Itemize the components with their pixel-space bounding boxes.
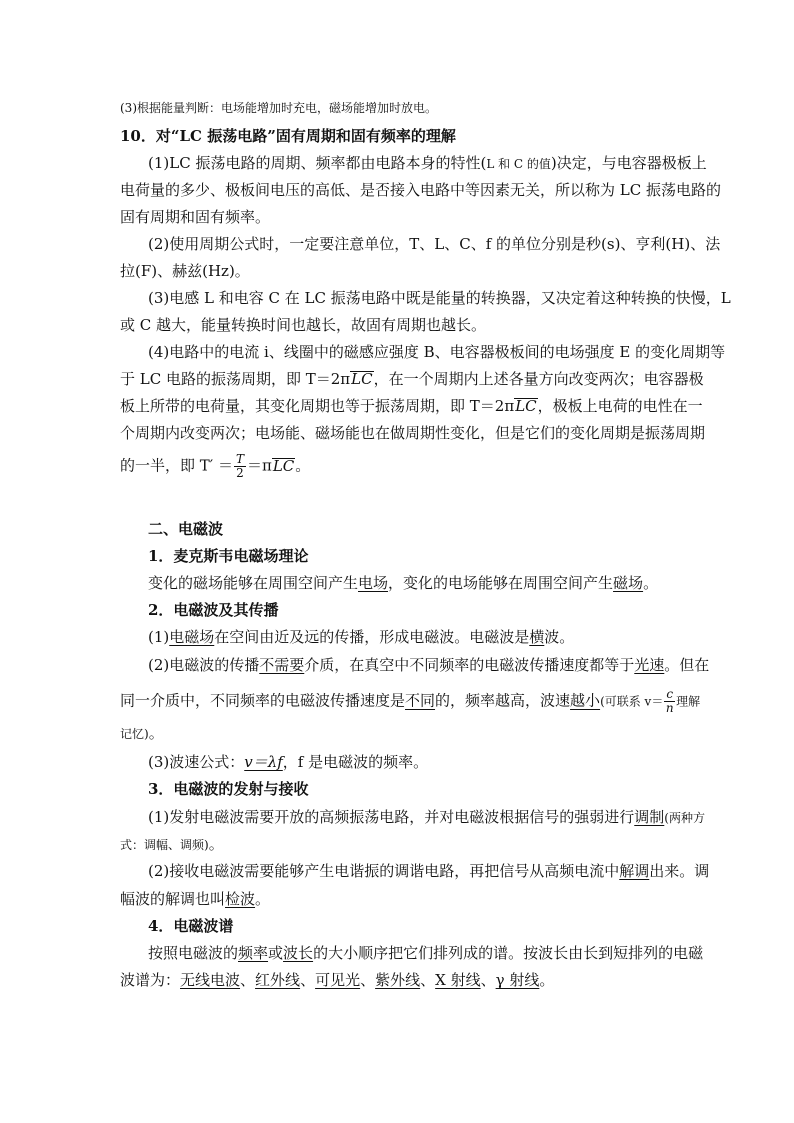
t1-pre: 变化的磁场能够在周围空间产生 <box>148 574 359 592</box>
paragraph-4-line-3 <box>120 395 703 417</box>
p4e-pre: 的一半，即 T′ ＝ <box>120 456 233 475</box>
underlined-wave-speed-formula: v＝λf <box>244 753 283 771</box>
underlined-gamma-ray: γ 射线 <box>495 971 540 989</box>
underlined-frequency: 频率 <box>238 944 269 962</box>
underlined-different: 不同 <box>405 691 436 710</box>
s1-post: 的大小顺序把它们排列成的谱。按波长由长到短排列的电磁 <box>313 944 704 962</box>
r2b-pre: 幅波的解调也叫 <box>120 890 226 908</box>
p4a: (4)电路中的电流 i、线圈中的磁感应强度 B、电容器极板间的电场强度 E 的变化周期等 <box>148 343 726 361</box>
p4d: 个周期内改变两次；电场能、磁场能也在做周期性变化，但是它们的变化周期是振荡周期 <box>120 424 706 442</box>
underlined-infrared: 红外线 <box>255 971 301 989</box>
propagation-item-2-line-3 <box>120 722 164 745</box>
t1-post: 。 <box>643 574 659 592</box>
underlined-visible-light: 可见光 <box>315 971 361 989</box>
r1b: 式：调幅、调频) <box>120 838 209 852</box>
paragraph-1-line-1 <box>148 152 707 175</box>
fraction-denominator: 2 <box>236 466 244 480</box>
p4e-post: 。 <box>295 456 311 475</box>
heading-maxwell-text: 1．麦克斯韦电磁场理论 <box>148 547 309 565</box>
underlined-transverse: 横 <box>529 628 545 646</box>
p1-note: L 和 C 的值 <box>486 157 551 171</box>
paragraph-1-line-3 <box>120 206 270 228</box>
section-2-title <box>148 518 223 540</box>
propagation-item-2-line-1 <box>148 654 709 676</box>
q1-post: 波。 <box>544 628 575 646</box>
p3b: 或 C 越大，能量转换时间也越长，故固有周期也越长。 <box>120 316 487 334</box>
propagation-item-3 <box>148 751 428 773</box>
sqrt-lc: LC <box>351 370 373 388</box>
transmission-item-1-line-1 <box>148 806 705 829</box>
paragraph-3-line-1 <box>148 287 731 309</box>
paragraph-1-line-2 <box>120 179 721 201</box>
underlined-electric-field: 电场 <box>358 574 389 592</box>
r2a-post: 出来。调 <box>649 862 710 880</box>
paragraph-4-line-4 <box>120 422 705 444</box>
underlined-demodulation: 解调 <box>619 862 650 880</box>
p1b: )决定，与电容器极板上 <box>550 154 707 172</box>
p1c: 电荷量的多少、极板间电压的高低、是否接入电路中等因素无关，所以称为 LC 振荡电路的 <box>120 181 721 199</box>
underlined-smaller: 越小 <box>570 691 601 710</box>
q1-pre: (1) <box>148 628 170 646</box>
underlined-ultraviolet: 紫外线 <box>375 971 421 989</box>
q2c-post: 。 <box>148 724 164 742</box>
sqrt-lc: LC <box>515 397 537 415</box>
separator: 、 <box>480 971 496 989</box>
separator: 、 <box>360 971 376 989</box>
s1-pre: 按照电磁波的 <box>148 944 239 962</box>
paragraph-3-line-2 <box>120 314 486 336</box>
heading-propagation-text: 2．电磁波及其传播 <box>148 601 279 619</box>
q2a-post: 。但在 <box>664 656 710 674</box>
heading-transmission <box>148 778 308 800</box>
q2a-mid: 介质，在真空中不同频率的电磁波传播速度都等于 <box>304 656 635 674</box>
q2b-note-pre: (可联系 v＝ <box>600 694 664 709</box>
r1b-post: 。 <box>208 835 224 853</box>
p1d: 固有周期和固有频率。 <box>120 208 271 226</box>
heading-spectrum-text: 4．电磁波谱 <box>148 917 234 935</box>
q3-pre: (3)波速公式： <box>148 753 245 771</box>
p1a: (1)LC 振荡电路的周期、频率都由电路本身的特性( <box>148 154 487 172</box>
fraction-c-over-n <box>664 688 675 715</box>
sqrt-lc: LC <box>272 456 295 475</box>
underlined-radio-waves: 无线电波 <box>180 971 241 989</box>
r1a-pre: (1)发射电磁波需要开放的高频振荡电路，并对电磁波根据信号的强弱进行 <box>148 808 635 826</box>
paragraph-4-line-1 <box>148 341 725 363</box>
underlined-light-speed: 光速 <box>634 656 665 674</box>
r2b-post: 。 <box>255 890 271 908</box>
propagation-item-2-line-2 <box>120 688 700 715</box>
maxwell-theory-line <box>148 572 658 594</box>
heading-spectrum <box>148 915 233 937</box>
spectrum-line-1 <box>148 942 703 964</box>
separator: 、 <box>300 971 316 989</box>
separator: 、 <box>420 971 436 989</box>
paragraph-2-line-2 <box>120 260 250 282</box>
section-10-heading-text: 10．对“LC 振荡电路”固有周期和固有频率的理解 <box>120 127 456 145</box>
paragraph-4-line-5 <box>120 453 310 480</box>
s2-post: 。 <box>539 971 555 989</box>
p4e-mid: ＝π <box>246 456 272 475</box>
spectrum-line-2 <box>120 969 554 991</box>
q2b-pre: 同一介质中，不同频率的电磁波传播速度是 <box>120 691 406 710</box>
heading-propagation <box>148 599 278 621</box>
fraction-numerator: c <box>666 687 674 701</box>
underlined-magnetic-field: 磁场 <box>613 574 644 592</box>
underlined-detection: 检波 <box>225 890 256 908</box>
transmission-item-1-line-2 <box>120 833 224 856</box>
separator: 、 <box>240 971 256 989</box>
q2c: 记忆) <box>120 727 149 741</box>
energy-judgment-text: (3)根据能量判断：电场能增加时充电，磁场能增加时放电。 <box>120 101 438 115</box>
transmission-item-2-line-2 <box>120 888 270 910</box>
s1-mid: 或 <box>268 944 284 962</box>
p4c-post: ，极板上电荷的电性在一 <box>537 397 703 415</box>
fraction-t-over-2 <box>234 453 246 480</box>
section-10-heading <box>120 125 456 147</box>
q2b-note-post: 理解 <box>676 694 701 709</box>
paragraph-4-line-2 <box>120 368 704 390</box>
r1a-note: (两种方 <box>664 811 705 825</box>
t1-mid: ，变化的电场能够在周围空间产生 <box>388 574 614 592</box>
heading-maxwell <box>148 545 308 567</box>
underlined-em-field: 电磁场 <box>169 628 215 646</box>
p4b-pre: 于 LC 电路的振荡周期，即 T＝2π <box>120 370 351 388</box>
underlined-x-ray: X 射线 <box>435 971 481 989</box>
p3a: (3)电感 L 和电容 C 在 LC 振荡电路中既是能量的转换器，又决定着这种转换的快慢，L <box>148 289 731 307</box>
q3-post: ，f 是电磁波的频率。 <box>282 753 429 771</box>
transmission-item-2-line-1 <box>148 860 709 882</box>
r2a-pre: (2)接收电磁波需要能够产生电谐振的调谐电路，再把信号从高频电流中 <box>148 862 620 880</box>
underlined-no-medium: 不需要 <box>259 656 305 674</box>
q1-mid: 在空间由近及远的传播，形成电磁波。电磁波是 <box>214 628 530 646</box>
p4b-post: ，在一个周期内上述各量方向改变两次；电容器极 <box>373 370 704 388</box>
p2a: (2)使用周期公式时，一定要注意单位，T、L、C、f 的单位分别是秒(s)、亨利(H)、法 <box>148 235 721 253</box>
s2-pre: 波谱为： <box>120 971 181 989</box>
underlined-wavelength: 波长 <box>283 944 314 962</box>
energy-judgment-line <box>120 96 437 119</box>
p2b: 拉(F)、赫兹(Hz)。 <box>120 262 250 280</box>
p4c-pre: 板上所带的电荷量，其变化周期也等于振荡周期，即 T＝2π <box>120 397 515 415</box>
fraction-numerator: T <box>235 452 244 466</box>
heading-transmission-text: 3．电磁波的发射与接收 <box>148 780 309 798</box>
q2a-pre: (2)电磁波的传播 <box>148 656 260 674</box>
fraction-denominator: n <box>665 701 674 715</box>
paragraph-2-line-1 <box>148 233 720 255</box>
underlined-modulation: 调制 <box>634 808 665 826</box>
propagation-item-1 <box>148 626 574 648</box>
q2b-mid: 的，频率越高，波速 <box>435 691 571 710</box>
section-2-title-text: 二、电磁波 <box>148 520 224 538</box>
